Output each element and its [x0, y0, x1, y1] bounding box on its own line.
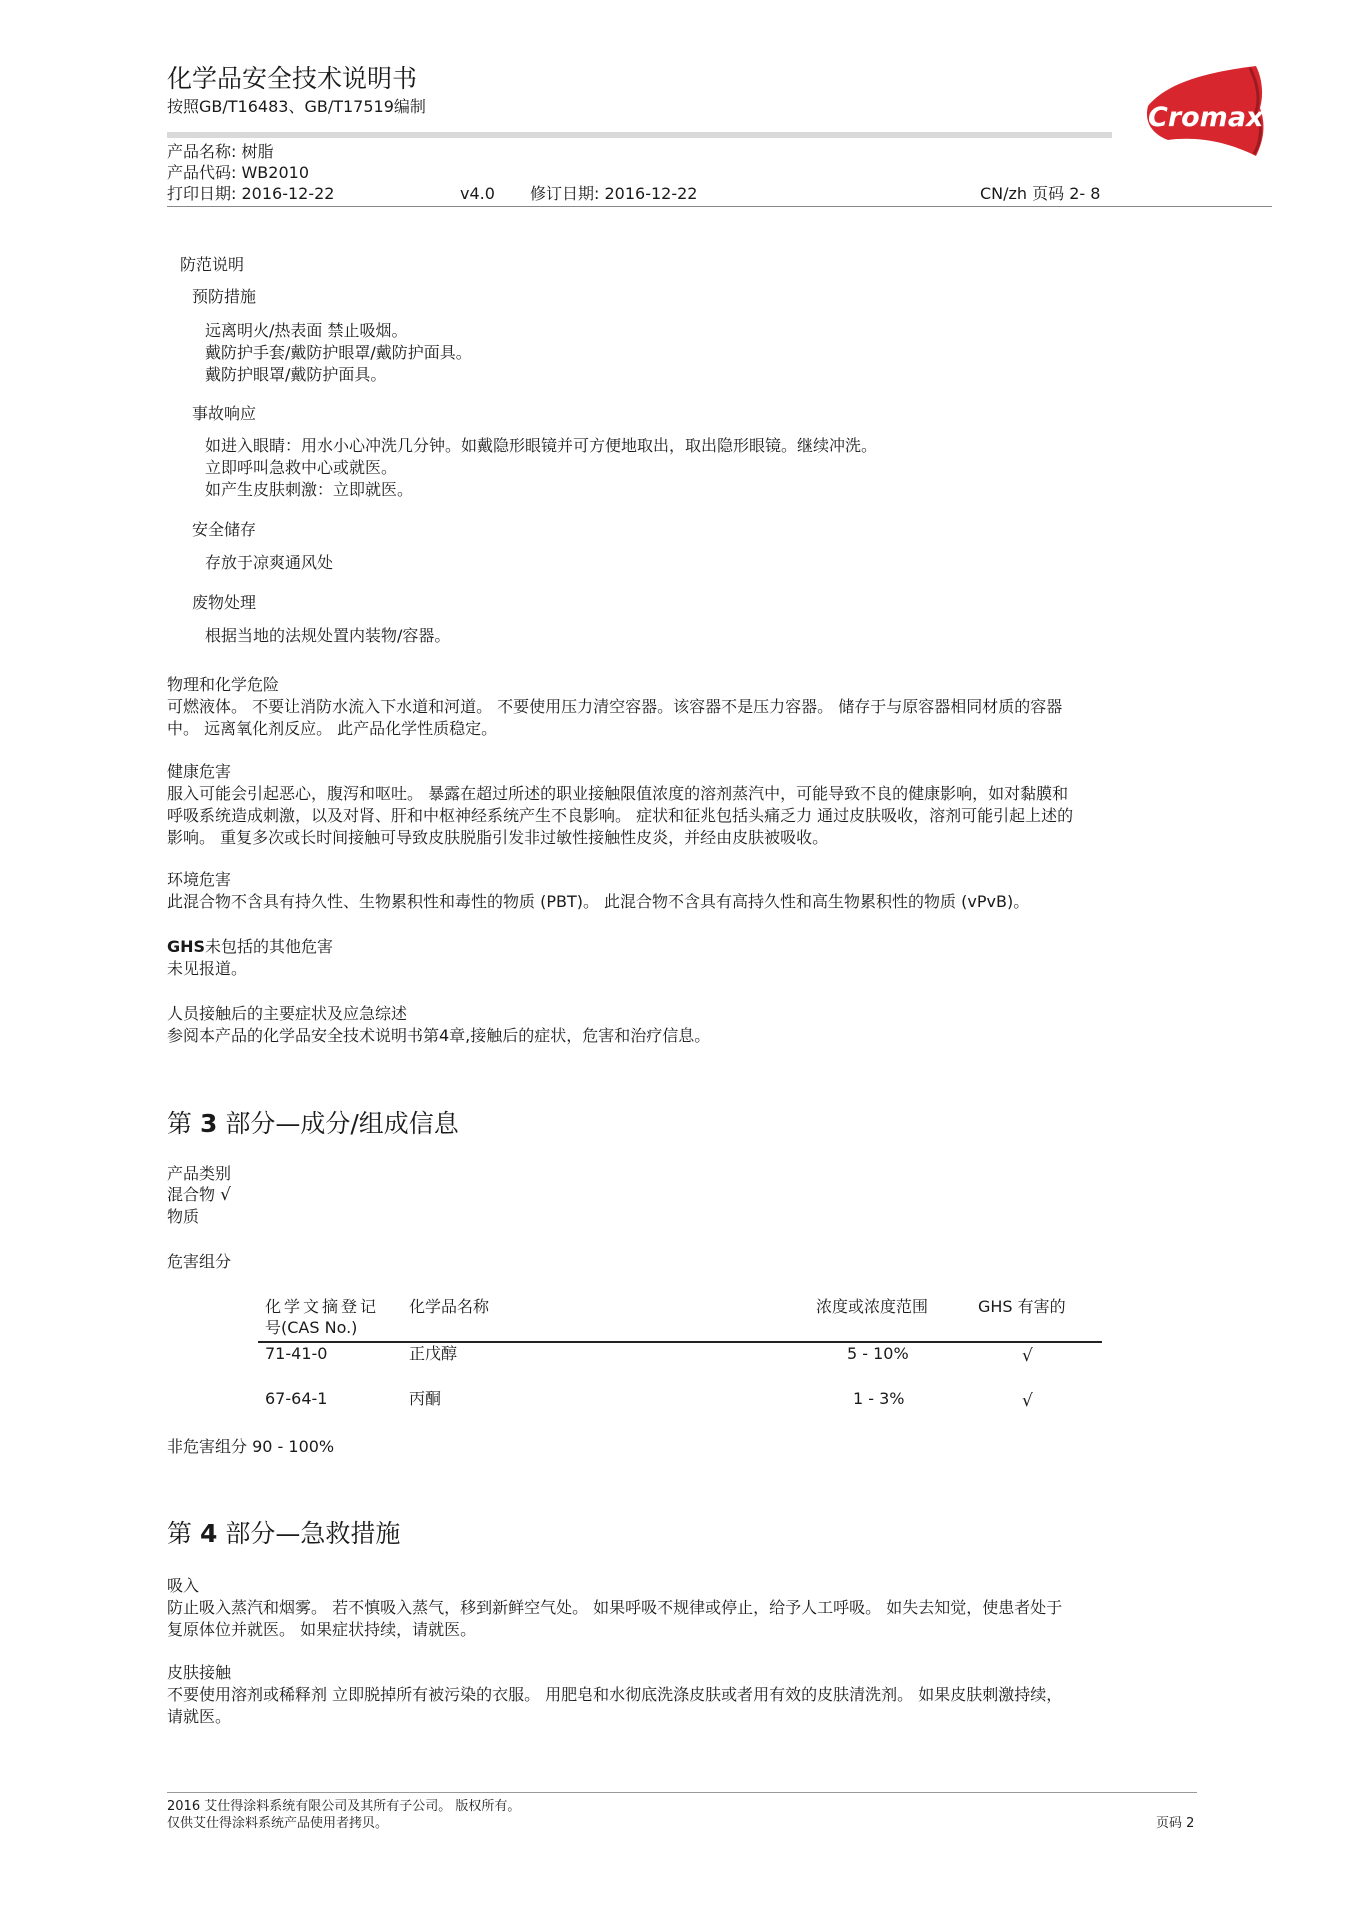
product-category-label: 产品类别	[167, 1164, 232, 1183]
row2-concentration: 1 - 3%	[853, 1389, 905, 1408]
col-cas-line1: 化学文摘登记	[265, 1297, 380, 1316]
footer-divider	[167, 1792, 1197, 1793]
brand-text: Cromax	[1148, 102, 1264, 133]
physchem-heading: 物理和化学危险	[167, 675, 280, 694]
row1-name: 正戊醇	[409, 1344, 458, 1363]
skin-contact-text: 不要使用溶剂或稀释剂 立即脱掉所有被污染的衣服。 用肥皂和水彻底洗涤皮肤或者用有效的皮肤清洗剂。 如果皮肤刺激持续， 请就医。	[167, 1685, 1063, 1726]
footer-copy-note: 仅供艾仕得涂料系统产品使用者拷贝。	[167, 1816, 389, 1831]
environment-heading: 环境危害	[167, 870, 232, 889]
header-bar	[167, 132, 1112, 138]
storage-text: 存放于凉爽通风处	[205, 553, 334, 572]
product-code: 产品代码: WB2010	[167, 163, 309, 182]
section4-title: 第 4 部分—急救措施	[167, 1519, 401, 1548]
document-title: 化学品安全技术说明书	[167, 64, 418, 93]
row2-name: 丙酮	[409, 1389, 442, 1408]
col-name: 化学品名称	[409, 1297, 490, 1316]
symptoms-text: 参阅本产品的化学品安全技术说明书第4章,接触后的症状，危害和治疗信息。	[167, 1026, 711, 1045]
check-icon: √	[220, 1185, 231, 1205]
response-label: 事故响应	[192, 404, 257, 423]
disposal-text: 根据当地的法规处置内装物/容器。	[205, 626, 451, 645]
symptoms-heading: 人员接触后的主要症状及应急综述	[167, 1004, 408, 1023]
disposal-label: 废物处理	[192, 593, 257, 612]
storage-label: 安全储存	[192, 520, 257, 539]
cromax-logo	[1138, 64, 1270, 160]
row1-concentration: 5 - 10%	[847, 1344, 909, 1363]
ghs-other-heading: GHS未包括的其他危害	[167, 937, 334, 956]
mixture-label: 混合物 √	[167, 1185, 231, 1205]
ghs-other-text: 未见报道。	[167, 959, 248, 978]
col-ghs: GHS 有害的	[978, 1297, 1066, 1316]
inhalation-text: 防止吸入蒸汽和烟雾。 若不慎吸入蒸气，移到新鲜空气处。 如果呼吸不规律或停止，给予人工呼吸。 如失去知觉，使患者处于 复原体位并就医。 如果症状持续，请就医。	[167, 1598, 1063, 1639]
prevention-text: 远离明火/热表面 禁止吸烟。 戴防护手套/戴防护眼罩/戴防护面具。 戴防护眼罩/戴防护面具。	[205, 321, 472, 384]
row2-cas: 67-64-1	[265, 1389, 328, 1408]
version: v4.0	[460, 184, 495, 203]
hazard-components-label: 危害组分	[167, 1252, 232, 1271]
document-subtitle: 按照GB/T16483、GB/T17519编制	[167, 97, 426, 116]
substance-label: 物质	[167, 1207, 200, 1226]
precautions-heading: 防范说明	[180, 255, 245, 274]
print-date: 打印日期: 2016-12-22	[167, 184, 335, 203]
header-divider	[167, 206, 1272, 207]
col-cas-line2: 号(CAS No.)	[265, 1318, 358, 1337]
environment-text: 此混合物不含具有持久性、生物累积性和毒性的物质 (PBT)。 此混合物不含具有高持久性和高生物累积性的物质 (vPvB)。	[167, 892, 1030, 911]
health-heading: 健康危害	[167, 762, 232, 781]
section3-title: 第 3 部分—成分/组成信息	[167, 1109, 459, 1138]
response-text: 如进入眼睛：用水小心冲洗几分钟。如戴隐形眼镜并可方便地取出，取出隐形眼镜。继续冲洗。 立即呼叫急救中心或就医。 如产生皮肤刺激：立即就医。	[205, 436, 878, 499]
row1-cas: 71-41-0	[265, 1344, 328, 1363]
row2-ghs-check-icon: √	[1022, 1391, 1033, 1411]
physchem-text: 可燃液体。 不要让消防水流入下水道和河道。 不要使用压力清空容器。该容器不是压力容器。 储存于与原容器相同材质的容器 中。 远离氧化剂反应。 此产品化学性质稳定。	[167, 697, 1063, 738]
skin-contact-heading: 皮肤接触	[167, 1663, 232, 1682]
page-info: CN/zh 页码 2- 8	[980, 184, 1101, 203]
table-header-rule	[258, 1341, 1102, 1343]
footer-copyright: 2016 艾仕得涂料系统有限公司及其所有子公司。 版权所有。	[167, 1799, 521, 1814]
row1-ghs-check-icon: √	[1022, 1346, 1033, 1366]
product-name: 产品名称: 树脂	[167, 142, 274, 161]
revision-date: 修订日期: 2016-12-22	[530, 184, 698, 203]
footer-page-number: 页码 2	[1156, 1816, 1195, 1831]
inhalation-heading: 吸入	[167, 1576, 200, 1595]
prevention-label: 预防措施	[192, 287, 257, 306]
health-text: 服入可能会引起恶心，腹泻和呕吐。 暴露在超过所述的职业接触限值浓度的溶剂蒸汽中，可能导致不良的健康影响，如对黏膜和 呼吸系统造成刺激，以及对肾、肝和中枢神经系统产生不良影响。 症状和征兆包括头痛乏力 通过皮肤吸收，溶剂可能引起上述的 影响。 重复多次或长时间接触可导致皮肤脱脂引发非过敏性接触性皮炎，并经由皮肤被吸收。	[167, 784, 1074, 847]
non-hazard-components: 非危害组分 90 - 100%	[167, 1437, 335, 1456]
col-concentration: 浓度或浓度范围	[816, 1297, 929, 1316]
